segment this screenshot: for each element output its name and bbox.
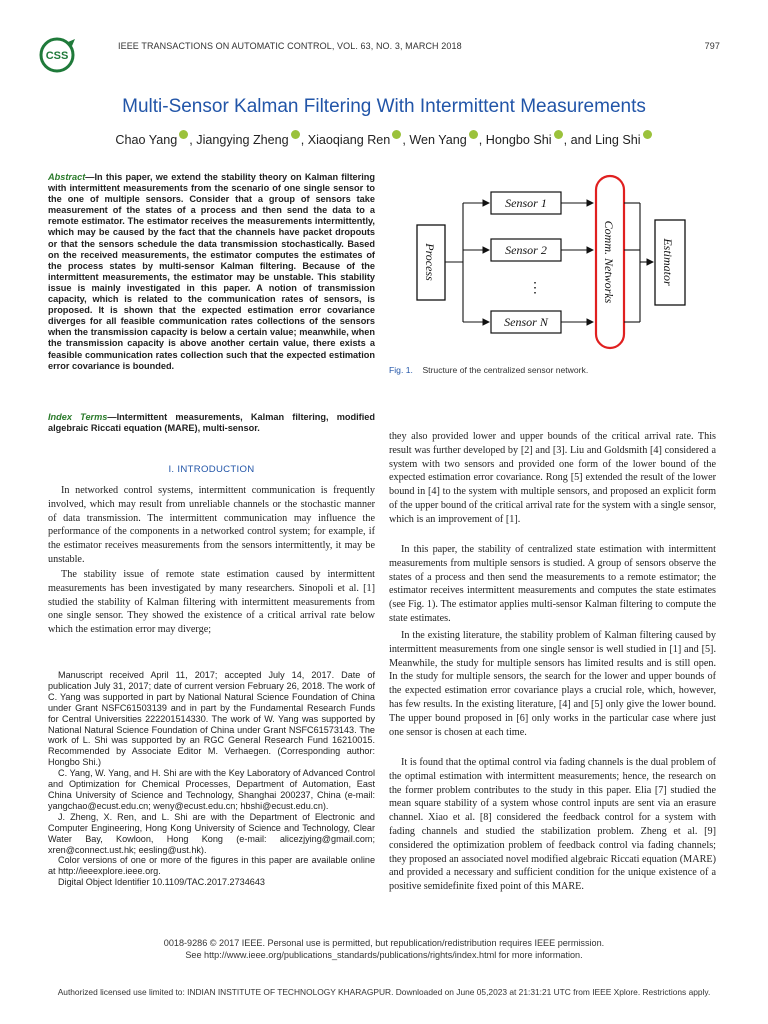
copyright-line-2: See http://www.ieee.org/publications_standards/publications/rights/index.html for more information. xyxy=(185,950,583,960)
author: Hongbo Shi xyxy=(485,133,552,148)
abstract-label: Abstract xyxy=(48,172,86,182)
footnote-manuscript: Manuscript received April 11, 2017; accepted July 14, 2017. Date of publication July 31, 2017; date of current version February 26, 2018. The work of C. Yang was supported in part by National Natural Science Foundation of China under Grant NSFC61503139 and in part by the Fundamental Research Funds for Central Universities 222201514330. The work of W. Yang was supported by National Natural Science Foundation of China under Grant NSFC61573143. The work of L. Shi was supported by an RGC General Research Fund 16210015. Recommended by Associate Editor M. Verhaegen. (Corresponding author: Hongbo Shi.) xyxy=(48,670,375,768)
figure-1-caption xyxy=(389,365,588,375)
comm-networks-label: Comm. Networks xyxy=(602,220,616,304)
index-terms xyxy=(48,412,375,434)
author: Wen Yang xyxy=(409,133,467,148)
footnote-color: Color versions of one or more of the figures in this paper are available online at http://ieeexplore.ieee.org. xyxy=(48,855,375,877)
orcid-icon[interactable] xyxy=(469,130,478,139)
right-paragraph-4: It is found that the optimal control via fading channels is the dual problem of the optimal estimation with intermittent measurements; hence, the research on the former problem contributes to the study in this paper. Elia [7] studied the mean square stability of a system whose control inputs are sent via an erasure channel. Xiao et al. [8] considered the feedback control for a system with fading channels and studied the stabilization problem. Zheng et al. [9] considered the optimization problem of feedback control via fading channels; they proposed an associated novel modified algebraic Riccati equation (MARE) and provided a necessary and sufficient condition for the unique existence of a positive semidefinite fixed point of this MARE. xyxy=(389,757,716,893)
author: Xiaoqiang Ren xyxy=(307,133,391,148)
sensor-dots: ⋮ xyxy=(528,281,542,296)
figure-label: Fig. 1. xyxy=(389,365,413,375)
intro-paragraph-1: In networked control systems, intermittent communication is frequently involved, which may result from unreliable channels or the stochastic manner of data transmission. The intermittent communication may influence the performance of the components in a networked control system; for example, if the estimator receives measurements from the sensors intermittently, it may be unstable. xyxy=(48,485,375,565)
orcid-icon[interactable] xyxy=(554,130,563,139)
right-paragraph-1: they also provided lower and upper bounds of the critical arrival rate. This result was further developed by [2] and [3]. Liu and Goldsmith [4] considered a system with two sensors and provided one form of the lower bound of the expected estimation error covariance. Rong [5] extended the result of the lower bound in [4] to the system with multiple sensors, and proposed an explicit form of the upper bound of the critical arrival rate for the system with a single sensor, which is an improvement of [1]. xyxy=(389,431,716,525)
index-terms-label: Index Terms xyxy=(48,412,108,422)
paper-title: Multi-Sensor Kalman Filtering With Intermittent Measurements xyxy=(122,96,646,117)
process-label: Process xyxy=(423,243,437,281)
css-logo xyxy=(38,36,76,74)
author: and Ling Shi xyxy=(570,133,641,148)
copyright-notice xyxy=(0,937,768,961)
page-number: 797 xyxy=(704,41,720,51)
estimator-label: Estimator xyxy=(661,238,675,286)
section-heading: I. INTRODUCTION xyxy=(168,464,255,475)
figure-caption-text: Structure of the centralized sensor network. xyxy=(422,365,589,375)
abstract xyxy=(48,172,375,372)
footnote-affiliation-1: C. Yang, W. Yang, and H. Shi are with the Key Laboratory of Advanced Control and Optimization for Chemical Processes, Department of Automation, East China University of Science and Technology, Shanghai 200237, China (e-mail: yangchao@ecust.edu.cn; weny@ecust.edu.cn; hbshi@ecust.edu.cn). xyxy=(48,768,375,811)
footnote-doi: Digital Object Identifier 10.1109/TAC.2017.2734643 xyxy=(58,877,265,888)
journal-header: IEEE TRANSACTIONS ON AUTOMATIC CONTROL, VOL. 63, NO. 3, MARCH 2018 xyxy=(118,41,462,51)
right-paragraph-2: In this paper, the stability of centralized state estimation with intermittent measurements from multiple sensors is studied. A group of sensors observe the states of a process and then send the measurements to a remote estimator; the estimator receives intermittent measurements and computes the state estimates (see Fig. 1). The estimator applies multi-sensor Kalman filtering to compute the state estimates. xyxy=(389,544,716,624)
figure-1-diagram xyxy=(405,170,715,355)
footnote-affiliation-2: J. Zheng, X. Ren, and L. Shi are with the Department of Electronic and Computer Engineering, Hong Kong University of Science and Technology, Clear Water Bay, Kowloon, Hong Kong (e-mail: alicezjying@gmail.com; xren@connect.ust.hk; eesling@ust.hk). xyxy=(48,811,375,855)
author: Chao Yang xyxy=(115,133,178,148)
author: Jiangying Zheng xyxy=(196,133,289,148)
orcid-icon[interactable] xyxy=(179,130,188,139)
right-paragraph-3: In the existing literature, the stability problem of Kalman filtering caused by intermittent measurements from one single sensor is well studied in [1] and [5]. Meanwhile, the study for multiple sensors has limited results and is still open. In the study for multiple sensors, the search for the lower and upper bounds of the expected estimation error covariance plays a crucial role, which, however, has few results. In the existing literature, [4] and [5] only give the lower bound. The upper bound proposed in [6] only works in the particular case where just one sensor is chosen at each time. xyxy=(389,630,716,738)
sensor-n-label: Sensor N xyxy=(504,315,548,329)
orcid-icon[interactable] xyxy=(643,130,652,139)
copyright-line-1: 0018-9286 © 2017 IEEE. Personal use is permitted, but republication/redistribution requires IEEE permission. xyxy=(163,938,605,948)
index-terms-text: —Intermittent measurements, Kalman filtering, modified algebraic Riccati equation (MARE), multi-sensor. xyxy=(48,412,375,434)
sensor-2-label: Sensor 2 xyxy=(505,243,547,257)
author-list: Chao Yang , Jiangying Zheng , Xiaoqiang Ren , Wen Yang , Hongbo Shi , and Ling Shi xyxy=(0,130,768,147)
css-logo-text: CSS xyxy=(45,50,69,62)
sensor-1-label: Sensor 1 xyxy=(505,196,547,210)
orcid-icon[interactable] xyxy=(392,130,401,139)
intro-paragraph-2: The stability issue of remote state estimation caused by intermittent measurements has been investigated by many researchers. Sinopoli et al. [1] studied the stability of Kalman filtering with intermittent measurements from one single sensor. They showed the existence of a critical arrival rate below which the estimation error may diverge; xyxy=(48,569,375,636)
abstract-text: —In this paper, we extend the stability theory on Kalman filtering with intermittent measurements from the scenario of one single sensor to the one of multiple sensors. Consider that a group of sensors take measurement of the states of a process and then send the data to a remote estimator. The estimator receives the measurements intermittently, which may be caused by the fact that the channels have packet dropouts or that the sensors schedule the data transmission stochastically. Based on the received measurements, the estimator computes the estimates of the process states by multi-sensor Kalman filtering. Because of the intermittent measurements, the estimator may be unstable. This stability issue is mainly investigated in this paper. A notion of transmission capacity, which is related to the communication rates of sensors, is proposed. It is shown that the expected estimation error covariance diverges for all feasible communication rates collections of the sensors when the transmission capacity is below a certain value; meanwhile, when the transmission capacity is above another certain value, there exists a feasible communication rates collection such that the expected estimation error covariance is bounded. xyxy=(48,172,375,371)
orcid-icon[interactable] xyxy=(291,130,300,139)
license-notice: Authorized licensed use limited to: INDIAN INSTITUTE OF TECHNOLOGY KHARAGPUR. Downloaded on June 05,2023 at 21:31:21 UTC from IEEE Xplore. Restrictions apply. xyxy=(57,987,711,997)
footnotes xyxy=(48,670,375,888)
